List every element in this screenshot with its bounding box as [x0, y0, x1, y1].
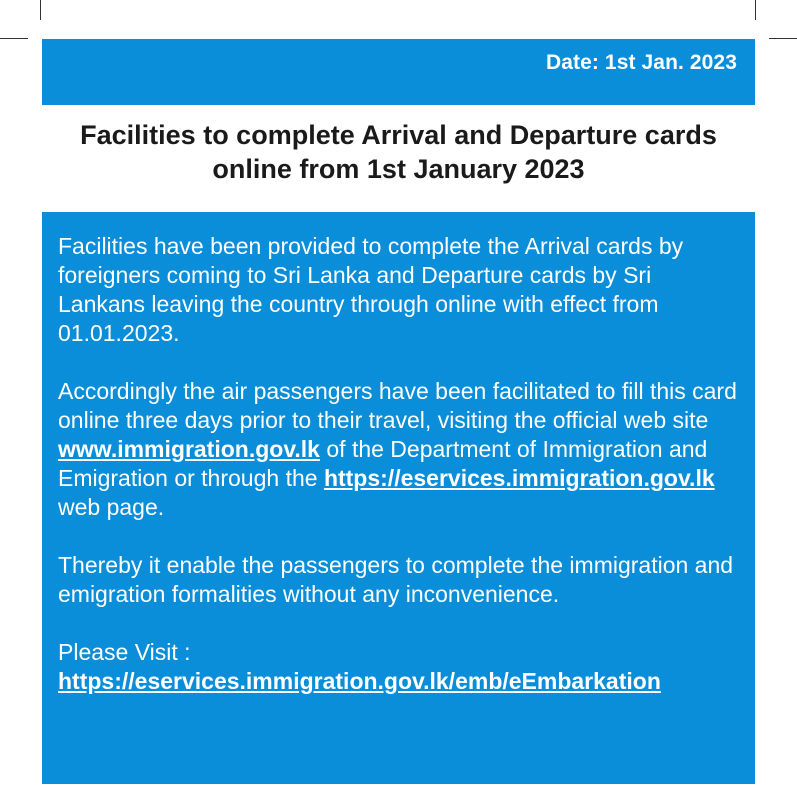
crop-mark — [769, 38, 797, 39]
paragraph-text: web page. — [58, 494, 165, 520]
paragraph-instructions — [58, 377, 741, 522]
notice-date: Date: 1st Jan. 2023 — [545, 51, 737, 74]
notice-body — [42, 212, 755, 784]
title-line-2: online from 1st January 2023 — [212, 154, 585, 184]
crop-mark — [40, 0, 41, 20]
eembarkation-link[interactable]: https://eservices.immigration.gov.lk/emb/eEmbarkation — [58, 668, 661, 694]
paragraph-intro: Facilities have been provided to complete the Arrival cards by foreigners coming to Sri Lanka and Departure cards by Sri Lankans leaving the country through online with effect from 01.01.2023. — [58, 233, 684, 346]
eservices-website-link[interactable]: https://eservices.immigration.gov.lk — [323, 465, 715, 491]
notice-title — [42, 118, 755, 186]
title-line-1: Facilities to complete Arrival and Departure cards — [80, 120, 717, 150]
paragraph-visit — [58, 638, 741, 696]
crop-mark — [0, 38, 28, 39]
visit-label: Please Visit : — [58, 639, 191, 665]
date-banner — [42, 39, 755, 105]
immigration-website-link[interactable]: www.immigration.gov.lk — [58, 436, 320, 462]
crop-mark — [755, 0, 756, 20]
paragraph-text: of the Department of Immigration and Emigration or through the — [58, 436, 708, 491]
paragraph-benefit: Thereby it enable the passengers to complete the immigration and emigration formalities without any inconvenience. — [58, 552, 734, 607]
paragraph-text: Accordingly the air passengers have been facilitated to fill this card online three days prior to their travel, visiting the official web site — [58, 378, 737, 433]
